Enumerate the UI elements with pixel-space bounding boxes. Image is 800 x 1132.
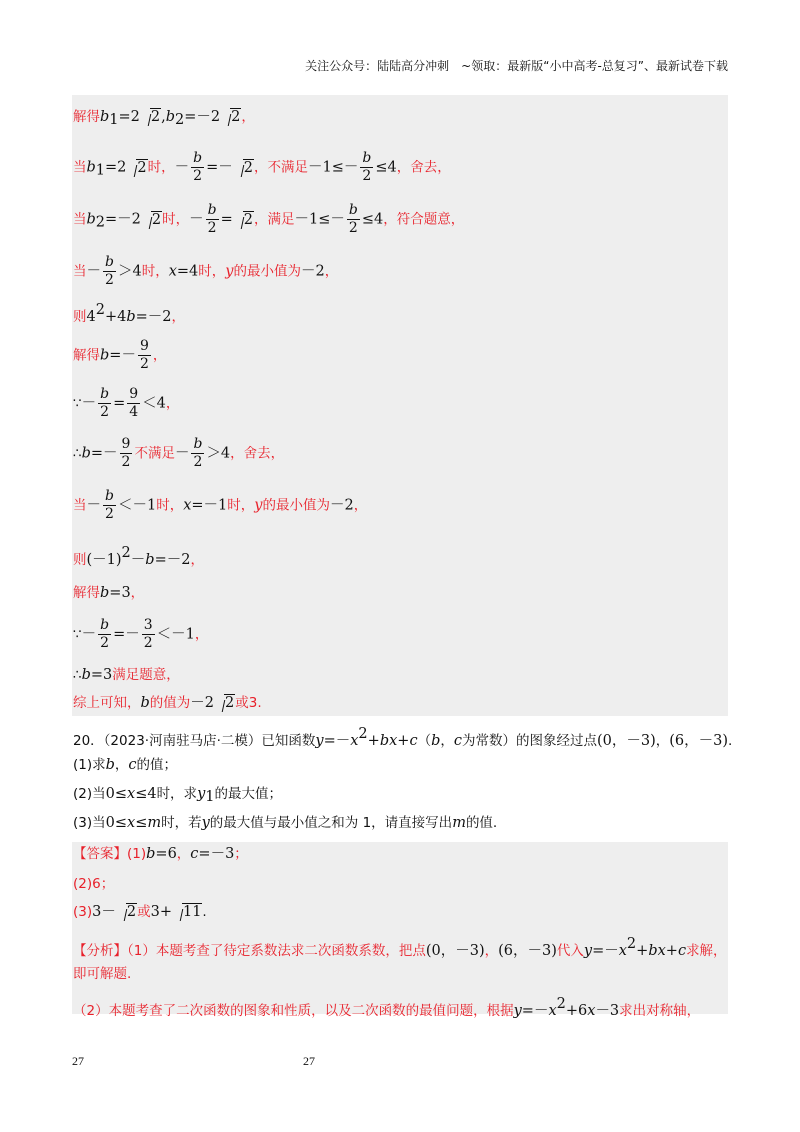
solution-line-3 xyxy=(73,202,464,237)
text: ， xyxy=(324,263,339,280)
var-y: y xyxy=(225,263,234,280)
text: 的最大值与最小值之和为 1，请直接写出 xyxy=(209,815,453,831)
math: =－ xyxy=(592,943,619,959)
fraction xyxy=(98,617,111,652)
answer-shading xyxy=(72,842,728,1014)
var-x: x xyxy=(587,1003,596,1019)
denominator: 2 xyxy=(348,220,358,236)
text: . xyxy=(202,904,207,920)
text: 代入 xyxy=(556,943,584,959)
var-b: b xyxy=(431,733,441,749)
therefore-symbol: ∴ xyxy=(73,445,82,462)
text: 则 xyxy=(73,309,87,325)
text: ，舍去， xyxy=(230,445,285,462)
text: 当 xyxy=(73,263,87,280)
text: 或 xyxy=(137,904,151,920)
point: (6，－3) xyxy=(669,733,729,749)
math: － xyxy=(81,626,97,643)
text: 20．（2023·河南驻马店·二模）已知函数 xyxy=(73,733,316,749)
radicand: 2 xyxy=(231,109,241,125)
numerator: b xyxy=(207,202,217,218)
var-x: x xyxy=(127,786,136,802)
numerator: b xyxy=(348,202,358,218)
radicand: 2 xyxy=(151,211,162,228)
var-b: b xyxy=(100,585,110,601)
sqrt xyxy=(234,161,254,176)
var-b: b xyxy=(100,347,110,364)
var-c: c xyxy=(128,757,137,773)
sqrt xyxy=(215,696,235,711)
var-m: m xyxy=(147,815,162,831)
question-20-part-1 xyxy=(73,758,177,773)
sqrt xyxy=(127,161,147,176)
math: －3 xyxy=(595,1003,620,1019)
text: 的值. xyxy=(465,815,498,831)
var-x: x xyxy=(350,733,359,749)
radicand: 2 xyxy=(137,159,147,176)
math: =－ xyxy=(206,159,233,176)
sqrt xyxy=(234,213,254,228)
text: （2）本题考查了二次函数的图象和性质，以及二次函数的最值问题，根据 xyxy=(73,1003,514,1019)
text: 时， xyxy=(141,263,169,280)
text: 的最大值； xyxy=(214,786,282,802)
math: － xyxy=(86,263,101,280)
text: ，满足 xyxy=(254,211,295,228)
text: (3) xyxy=(73,904,93,920)
therefore-symbol: ∴ xyxy=(73,667,82,683)
radicand: 2 xyxy=(150,109,161,125)
var-b: b xyxy=(146,846,156,862)
denominator: 2 xyxy=(105,506,114,522)
text: 当 xyxy=(73,497,87,514)
var-b: b xyxy=(100,109,110,125)
subscript: 2 xyxy=(95,214,106,231)
text: 时，求 xyxy=(156,786,198,802)
var-b: b xyxy=(105,757,115,773)
math: －2 xyxy=(329,497,354,514)
var-y: y xyxy=(201,815,210,831)
text: ， xyxy=(190,552,204,568)
text: ， xyxy=(353,497,368,514)
text: 时， xyxy=(156,497,184,514)
text: 不满足 xyxy=(134,445,175,462)
answer-line-2 xyxy=(73,878,114,892)
solution-line-12 xyxy=(73,617,208,652)
numerator: 9 xyxy=(129,386,139,402)
math: －2 xyxy=(300,263,325,280)
math: ＞4 xyxy=(206,445,231,462)
sqrt xyxy=(141,110,161,125)
math: －1≤－ xyxy=(294,211,345,228)
denominator: 2 xyxy=(362,168,372,184)
var-bx: bx xyxy=(379,733,398,749)
point: (6，－3) xyxy=(498,943,557,959)
numerator: b xyxy=(100,386,110,402)
radicand: 2 xyxy=(225,695,235,711)
math: =2 xyxy=(105,159,127,176)
subscript: 2 xyxy=(175,112,185,128)
text: 解得 xyxy=(73,585,100,601)
var-b: b xyxy=(81,667,91,683)
denominator: 2 xyxy=(193,168,203,184)
text: ， xyxy=(171,309,186,325)
var-b: b xyxy=(145,552,155,568)
var-b: b xyxy=(81,445,91,462)
math: －2 xyxy=(190,695,215,711)
superscript: 2 xyxy=(121,545,131,561)
var-y: y xyxy=(513,1003,522,1019)
numerator: 9 xyxy=(139,338,149,354)
text: ， xyxy=(440,733,454,749)
text: ， xyxy=(655,733,670,749)
math: － xyxy=(86,497,101,514)
solution-line-9 xyxy=(73,488,367,523)
var-b: b xyxy=(165,109,176,125)
superscript: 2 xyxy=(556,996,566,1012)
point: (0，－3) xyxy=(425,943,485,959)
math: ＞4 xyxy=(117,263,142,280)
text: ， xyxy=(176,846,191,862)
math: ≤ xyxy=(135,815,148,831)
superscript: 2 xyxy=(358,726,368,742)
denominator: 2 xyxy=(193,454,203,470)
math: + xyxy=(367,733,380,749)
var-x: x xyxy=(168,263,177,280)
text: ； xyxy=(234,846,248,862)
text: ，不满足 xyxy=(254,159,308,176)
math: － xyxy=(189,211,204,228)
fraction xyxy=(360,150,373,185)
math: =2 xyxy=(118,109,140,125)
text: 时，若 xyxy=(161,815,202,831)
text: ， xyxy=(152,347,167,364)
math: (－1) xyxy=(86,552,122,568)
math: －1≤－ xyxy=(308,159,359,176)
math: － xyxy=(174,445,190,462)
var-y: y xyxy=(583,943,593,959)
text: 综上可知， xyxy=(73,695,141,711)
math: + xyxy=(665,943,678,959)
math: =－ xyxy=(521,1003,549,1019)
solution-line-1 xyxy=(73,110,255,128)
fraction xyxy=(347,202,360,237)
solution-line-14 xyxy=(73,696,262,711)
solution-line-10 xyxy=(73,546,204,568)
text: 的值为 xyxy=(149,695,191,711)
text: 当 xyxy=(73,211,87,228)
var-c: c xyxy=(453,733,462,749)
text: . xyxy=(728,733,733,749)
math: =6 xyxy=(155,846,177,862)
text: 时， xyxy=(162,211,190,228)
math: + xyxy=(397,733,410,749)
math: =－ xyxy=(109,347,136,364)
answer-line-3 xyxy=(73,905,207,920)
numerator: b xyxy=(100,617,110,633)
text: ， xyxy=(194,626,209,643)
solution-line-11 xyxy=(73,586,144,601)
var-b: b xyxy=(86,159,96,176)
math: = xyxy=(113,395,126,412)
fraction xyxy=(142,617,155,652)
var-bx: bx xyxy=(648,943,666,959)
because-symbol: ∵ xyxy=(73,626,82,643)
var-b: b xyxy=(140,695,150,711)
text: 求解， xyxy=(686,943,727,959)
math: + xyxy=(636,943,649,959)
text: (1) xyxy=(127,846,147,862)
math: ＜4 xyxy=(142,395,166,412)
radicand: 2 xyxy=(126,904,137,920)
var-b: b xyxy=(86,211,96,228)
var-m: m xyxy=(452,815,466,831)
denominator: 2 xyxy=(139,356,149,372)
fraction xyxy=(206,202,219,237)
fraction xyxy=(103,488,116,523)
text: ，舍去， xyxy=(396,159,451,176)
var-c: c xyxy=(409,733,418,749)
fraction xyxy=(191,436,204,471)
numerator: 3 xyxy=(143,617,153,633)
math: 0≤ xyxy=(105,815,127,831)
denominator: 2 xyxy=(105,272,114,288)
text: (1)求 xyxy=(73,757,106,773)
text: 的值； xyxy=(136,757,178,773)
solution-line-13 xyxy=(73,668,180,683)
fraction xyxy=(103,254,116,289)
analysis-tag: 【分析】 xyxy=(73,943,127,959)
math: 4 xyxy=(86,309,96,325)
math: +6 xyxy=(565,1003,588,1019)
subscript: 1 xyxy=(109,112,119,128)
math: =－ xyxy=(113,626,140,643)
numerator: b xyxy=(105,254,114,270)
math: 0≤ xyxy=(105,786,127,802)
fraction xyxy=(120,436,133,471)
text: 或3 xyxy=(235,695,258,711)
math: ＜－1 xyxy=(156,626,195,643)
text: 时， xyxy=(227,497,255,514)
analysis-line-1 xyxy=(73,937,727,959)
text: 时， xyxy=(147,159,175,176)
fraction xyxy=(191,150,204,185)
text: 则 xyxy=(73,552,87,568)
radicand: 2 xyxy=(243,159,253,176)
solution-line-8 xyxy=(73,436,284,471)
numerator: b xyxy=(105,488,114,504)
math: =－2 xyxy=(135,309,172,325)
math: 3+ xyxy=(150,904,172,920)
text: 为常数）的图象经过点 xyxy=(461,733,597,749)
denominator: 2 xyxy=(143,635,153,651)
fraction xyxy=(138,338,151,373)
text: （ xyxy=(417,733,432,749)
math: － xyxy=(130,552,146,568)
math: =4 xyxy=(176,263,199,280)
text: 时， xyxy=(198,263,226,280)
var-y: y xyxy=(197,786,206,802)
var-x: x xyxy=(183,497,192,514)
math: =3 xyxy=(109,585,131,601)
comma: , xyxy=(161,109,166,125)
page-header: 关注公众号：陆陆高分冲刺 ~领取：最新版“小中高考-总复习”、最新试卷下载 xyxy=(305,59,728,73)
denominator: 2 xyxy=(100,635,110,651)
math: =－ xyxy=(90,445,118,462)
numerator: 9 xyxy=(121,436,131,452)
sqrt xyxy=(173,905,202,920)
var-x: x xyxy=(618,943,627,959)
var-x: x xyxy=(548,1003,557,1019)
answer-tag: 【答案】 xyxy=(73,846,127,862)
math: =－3 xyxy=(198,846,235,862)
answer-line-1 xyxy=(73,847,248,862)
text: ，符合题意， xyxy=(383,211,465,228)
text: 求出对称轴， xyxy=(619,1003,701,1019)
numerator: b xyxy=(193,150,203,166)
solution-line-5 xyxy=(73,303,185,325)
solution-line-6 xyxy=(73,338,166,373)
solution-line-4 xyxy=(73,254,338,289)
math: ≤4 xyxy=(361,211,384,228)
text: 满足题意， xyxy=(112,667,180,683)
math: = xyxy=(220,211,233,228)
sqrt xyxy=(221,110,241,125)
var-y: y xyxy=(254,497,263,514)
text: 的最小值为 xyxy=(262,497,330,514)
page-number-left: 27 xyxy=(72,1054,84,1068)
point: (0，－3) xyxy=(596,733,656,749)
fraction xyxy=(98,386,111,421)
radicand: 2 xyxy=(243,211,253,228)
math: =－1 xyxy=(191,497,228,514)
analysis-line-3 xyxy=(73,997,700,1019)
denominator: 4 xyxy=(129,404,139,420)
math: ＜－1 xyxy=(117,497,157,514)
math: 3－ xyxy=(92,904,116,920)
solution-line-7 xyxy=(73,386,179,421)
text: (2)6； xyxy=(73,876,115,892)
question-20-part-3 xyxy=(73,816,497,831)
text: 即可解题. xyxy=(73,966,132,982)
math: ≤4 xyxy=(375,159,397,176)
text: 解得 xyxy=(73,347,100,364)
question-20-part-2 xyxy=(73,787,282,805)
denominator: 2 xyxy=(100,404,110,420)
solution-line-2 xyxy=(73,150,451,185)
question-20-stem xyxy=(73,727,732,749)
math: =－2 xyxy=(154,552,191,568)
math: － xyxy=(81,395,97,412)
text: ， xyxy=(114,757,129,773)
text: 当 xyxy=(73,159,87,176)
numerator: b xyxy=(362,150,372,166)
numerator: b xyxy=(193,436,203,452)
text: 解得 xyxy=(73,109,100,125)
math: ≤4 xyxy=(135,786,157,802)
superscript: 2 xyxy=(626,936,637,952)
var-b: b xyxy=(126,309,136,325)
math: +4 xyxy=(104,309,127,325)
text: (2)当 xyxy=(73,786,106,802)
math: =－ xyxy=(323,733,351,749)
math: － xyxy=(174,159,190,176)
superscript: 2 xyxy=(95,302,105,318)
var-c: c xyxy=(190,846,199,862)
analysis-line-2 xyxy=(73,968,131,982)
text: （1）本题考查了待定系数法求二次函数系数，把点 xyxy=(127,943,426,959)
math: =－2 xyxy=(105,211,141,228)
page-number-center: 27 xyxy=(303,1054,315,1068)
text: . xyxy=(257,695,262,711)
because-symbol: ∵ xyxy=(73,395,82,412)
math: =－2 xyxy=(184,109,221,125)
denominator: 2 xyxy=(207,220,217,236)
var-y: y xyxy=(315,733,324,749)
math: =3 xyxy=(90,667,113,683)
sqrt xyxy=(142,213,162,228)
text: (3)当 xyxy=(73,815,106,831)
text: ， xyxy=(130,585,145,601)
fraction xyxy=(127,386,140,421)
text: ， xyxy=(165,395,180,412)
var-x: x xyxy=(127,815,136,831)
radicand: 11 xyxy=(182,904,202,920)
text: ， xyxy=(484,943,499,959)
subscript: 1 xyxy=(205,789,215,805)
text: ， xyxy=(241,109,255,125)
text: 的最小值为 xyxy=(233,263,301,280)
subscript: 1 xyxy=(95,162,106,179)
denominator: 2 xyxy=(121,454,131,470)
sqrt xyxy=(117,905,137,920)
var-c: c xyxy=(677,943,687,959)
